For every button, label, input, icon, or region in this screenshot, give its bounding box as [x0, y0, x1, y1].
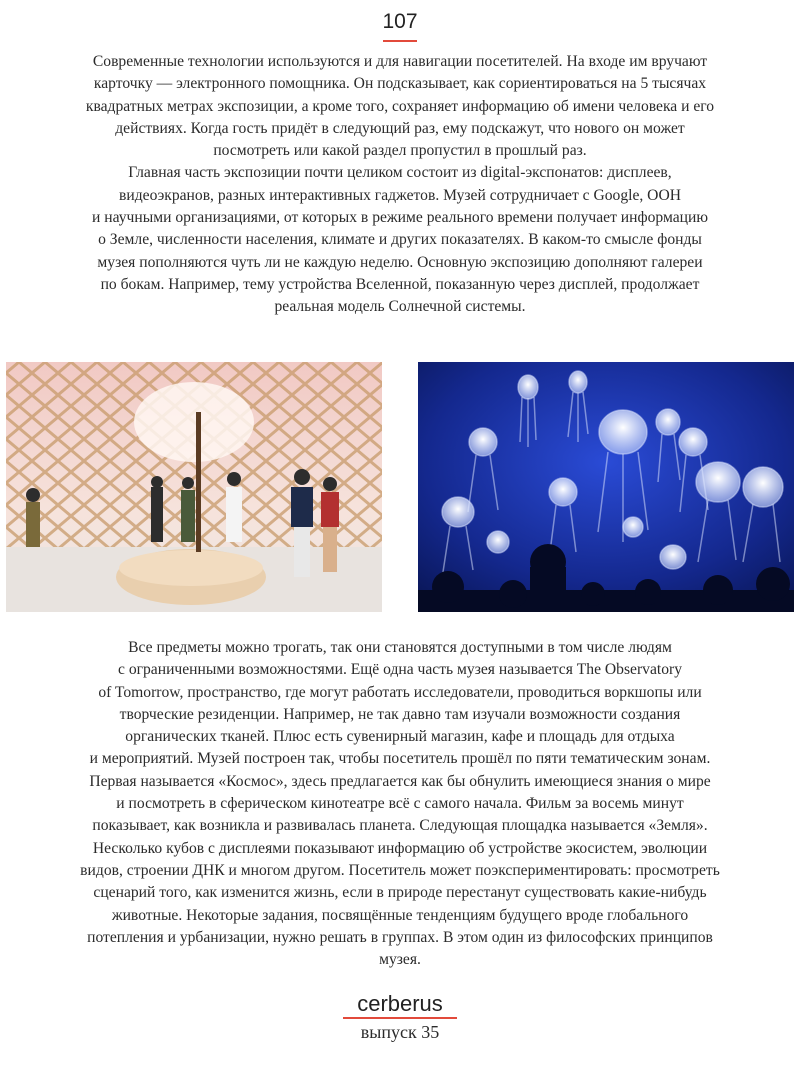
text-line: видов, строении ДНК и многом другом. Посетитель может поэкспериментировать: просмотреть	[80, 861, 720, 879]
text-line: и посмотреть в сферическом кинотеатре всё с самого начала. Фильм за восемь минут	[116, 795, 684, 813]
photo-jellyfish-screen	[418, 362, 794, 612]
text-line: посмотреть или какой раздел пропустил в прошлый раз.	[213, 142, 587, 160]
page-number-underline	[383, 40, 417, 42]
text-line: показывает, как возникла и развивалась планета. Следующая площадка называется «Земля».	[92, 817, 708, 835]
article-paragraph-top	[0, 51, 800, 319]
text-line: квадратных метрах экспозиции, а кроме того, сохраняет информацию об имени человека и его	[85, 97, 715, 115]
text-line: животные. Некоторые задания, посвящённые тенденциям будущего вроде глобального	[111, 906, 689, 924]
text-line: реальная модель Солнечной системы.	[274, 298, 526, 316]
text-line: Несколько кубов с дисплеями показывают информацию об устройстве экосистем, эволюции	[92, 839, 708, 857]
brand-logo: cerberus	[357, 991, 443, 1016]
text-line: творческие резиденции. Например, не так давно там изучали возможности создания	[119, 705, 681, 723]
text-line: потепления и урбанизации, нужно решать в группах. В этом один из философских принципов	[87, 928, 713, 946]
text-line: сценарий того, как изменится жизнь, если в природе перестанут существовать какие-нибудь	[93, 884, 707, 902]
text-line: Первая называется «Космос», здесь предлагается как бы обнулить имеющиеся знания о мире	[89, 772, 711, 790]
text-line: действиях. Когда гость придёт в следующий раз, ему подскажут, что нового он может	[115, 119, 685, 137]
text-line: Главная часть экспозиции почти целиком состоит из digital-экспонатов: дисплеев,	[128, 164, 672, 182]
text-line: карточку — электронного помощника. Он подсказывает, как сориентироваться на 5 тысячах	[93, 75, 707, 93]
text-line: музея.	[379, 951, 421, 969]
text-line: музея пополняются чуть ли не каждую неделю. Основную экспозицию дополняют галереи	[97, 253, 703, 271]
text-line: of Tomorrow, пространство, где могут работать исследователи, проводиться воркшопы или	[98, 683, 702, 701]
text-line: и научными организациями, от которых в режиме реального времени получает информацию	[92, 209, 708, 227]
text-line: с ограниченными возможностями. Ещё одна часть музея называется The Observatory	[118, 661, 682, 679]
text-line: видеоэкранов, разных интерактивных гаджетов. Музей сотрудничает с Google, ООН	[119, 186, 681, 204]
photo-dome-interior	[6, 362, 382, 612]
brand-underline	[343, 1017, 457, 1019]
text-line: Все предметы можно трогать, так они становятся доступными в том числе людям	[128, 639, 672, 656]
issue-number: выпуск 35	[360, 1022, 440, 1042]
article-paragraph-bottom	[0, 637, 800, 971]
text-line: органических тканей. Плюс есть сувенирный магазин, кафе и площадь для отдыха	[125, 728, 675, 746]
text-line: по бокам. Например, тему устройства Вселенной, показанную через дисплей, продолжает	[100, 275, 700, 293]
text-line: о Земле, численности населения, климате и других показателях. В каком-то смысле фонды	[98, 231, 702, 249]
text-line: Современные технологии используются и для навигации посетителей. На входе им вручают	[92, 53, 708, 70]
text-line: и мероприятий. Музей построен так, чтобы посетитель прошёл по пяти тематическим зонам.	[89, 750, 711, 768]
page-number: 107	[382, 10, 418, 33]
